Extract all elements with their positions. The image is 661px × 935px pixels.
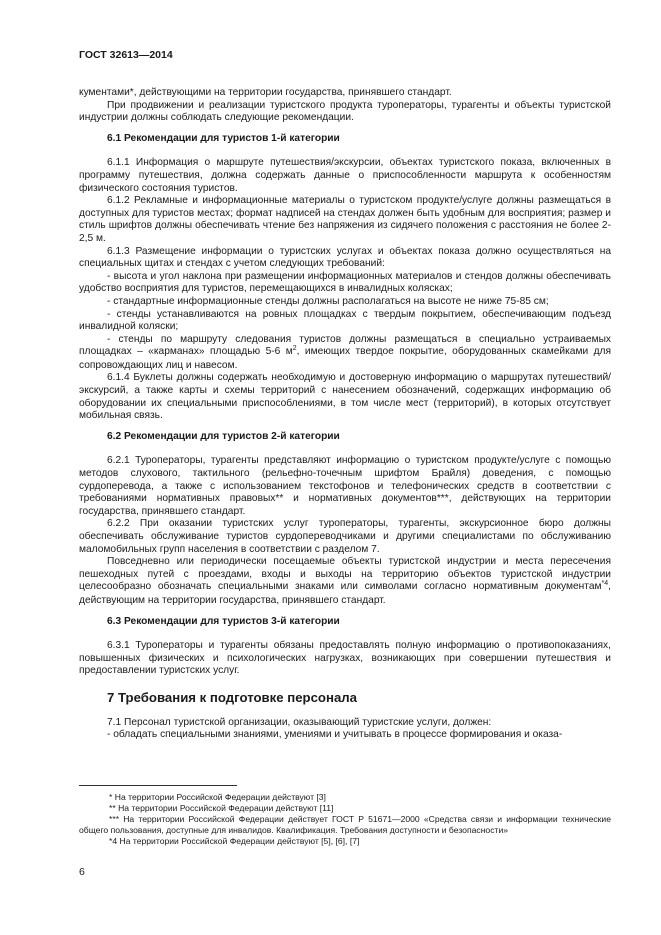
paragraph: 6.1.2 Рекламные и информационные материалы о туристском продукте/услуге должны размещаться в доступных для туристов местах; формат надписей на стендах должен быть удобным для восприятия; размер и стиль шрифтов должны обеспечивать чтение без напряжения из сидячего положения с расстояния не более 2-2,5 м. — [79, 195, 611, 244]
page-number: 6 — [79, 866, 85, 878]
superscript: *4 — [601, 580, 609, 588]
text-run: - стенды по маршруту следования туристов должны размещаться в специально устраиваемых площадках – «карманах» площадью 5-6 м — [79, 333, 611, 358]
text-run: , действующим на территории государства, принявшего стандарт. — [79, 581, 611, 606]
footnote: *** На территории Российской Федерации действует ГОСТ Р 51671—2000 «Средства связи и информации технические общего пользования, доступные для инвалидов. Квалификация. Требования доступности и безопасности» — [79, 814, 611, 835]
section-heading-6-3: 6.3 Рекомендации для туристов 3-й категории — [107, 615, 340, 627]
section-heading-7: 7 Требования к подготовке персонала — [107, 689, 357, 705]
paragraph: 6.1.4 Буклеты должны содержать необходимую и достоверную информацию о маршрутах путешествий/экскурсий, а также карты и схемы территорий с нанесением обозначений, содержащих информацию об оборудовании их специальными приспособлениями, в том числе мест (территорий), в которых отсутствует мобильная связь. — [79, 372, 611, 422]
footnote: ** На территории Российской Федерации действуют [11] — [109, 803, 334, 813]
list-item — [79, 334, 611, 373]
text-run: Повседневно или периодически посещаемые объекты туристской индустрии и места пересечения пешеходных путей с проездами, входы и выходы на территорию объектов туристской индустрии целесообразно обозначать специальными знаками или символами согласно нормативным документам — [79, 556, 611, 593]
paragraph: 6.3.1 Туроператоры и турагенты обязаны предоставлять полную информацию о противопоказаниях, повышенных физических и психологических нагрузках, возникающих при совершении путешествия и предоставлении туристских услуг. — [79, 640, 611, 677]
list-item: - стенды устанавливаются на ровных площадках с твердым покрытием, обеспечивающим подъезд инвалидной коляски; — [79, 308, 611, 333]
footnote: *4 На территории Российской Федерации действуют [5], [6], [7] — [109, 836, 360, 846]
paragraph: 6.1.1 Информация о маршруте путешествия/экскурсии, объектах туристского показа, включенных в программу путешествия, должна содержать данные о приспособленности маршрута к особенностям физического состояния туристов. — [79, 157, 611, 194]
list-item: - высота и угол наклона при размещении информационных материалов и стендов должны обеспечивать удобство восприятия для туристов, перемещающихся в инвалидных колясках; — [79, 270, 611, 295]
paragraph: 6.2.2 При оказании туристских услуг туроператоры, турагенты, экскурсионное бюро должны обеспечивать обслуживание туристов сурдопереводчиками и другими специалистами по обслуживанию маломобильных групп населения в соответствии с разделом 7. — [79, 518, 611, 555]
list-item: - обладать специальными знаниями, умениями и учитывать в процессе формирования и оказа- — [107, 729, 563, 741]
document-header: ГОСТ 32613—2014 — [79, 49, 173, 61]
text-run: , имеющих твердое покрытие, оборудованных скамейками для сопровождающих лиц и навесом. — [79, 346, 611, 371]
section-heading-6-2: 6.2 Рекомендации для туристов 2-й категории — [107, 430, 340, 442]
footnote: * На территории Российской Федерации действуют [3] — [109, 792, 326, 802]
footnotes — [79, 792, 611, 847]
paragraph: кументами*, действующими на территории государства, принявшего стандарт. — [79, 87, 452, 98]
document-body — [79, 87, 611, 742]
list-item: - стандартные информационные стенды должны располагаться на высоте не ниже 75-85 см; — [107, 295, 549, 307]
paragraph — [79, 556, 611, 607]
section-heading-6-1: 6.1 Рекомендации для туристов 1-й категории — [107, 132, 340, 144]
paragraph: При продвижении и реализации туристского продукта туроператоры, турагенты и объекты туристской индустрии должны соблюдать следующие рекомендации. — [79, 99, 611, 124]
paragraph: 6.2.1 Туроператоры, турагенты представляют информацию о туристском продукте/услуге с помощью методов слухового, тактильного (рельефно-точечным шрифтом Брайля) доведения, с помощью сурдоперевода, а также с использованием текстофонов и телефонических средств в соответствии с требованиями нормативных правовых** и нормативных документов***, действующих на территории государства, принявшего стандарт. — [79, 455, 611, 517]
superscript: 2 — [292, 345, 297, 353]
paragraph: 6.1.3 Размещение информации о туристских услугах и объектах показа должно осуществляться на специальных щитах и стендах с учетом следующих требований: — [79, 245, 611, 270]
footnote-divider — [79, 785, 237, 786]
paragraph: 7.1 Персонал туристской организации, оказывающий туристские услуги, должен: — [107, 716, 492, 728]
